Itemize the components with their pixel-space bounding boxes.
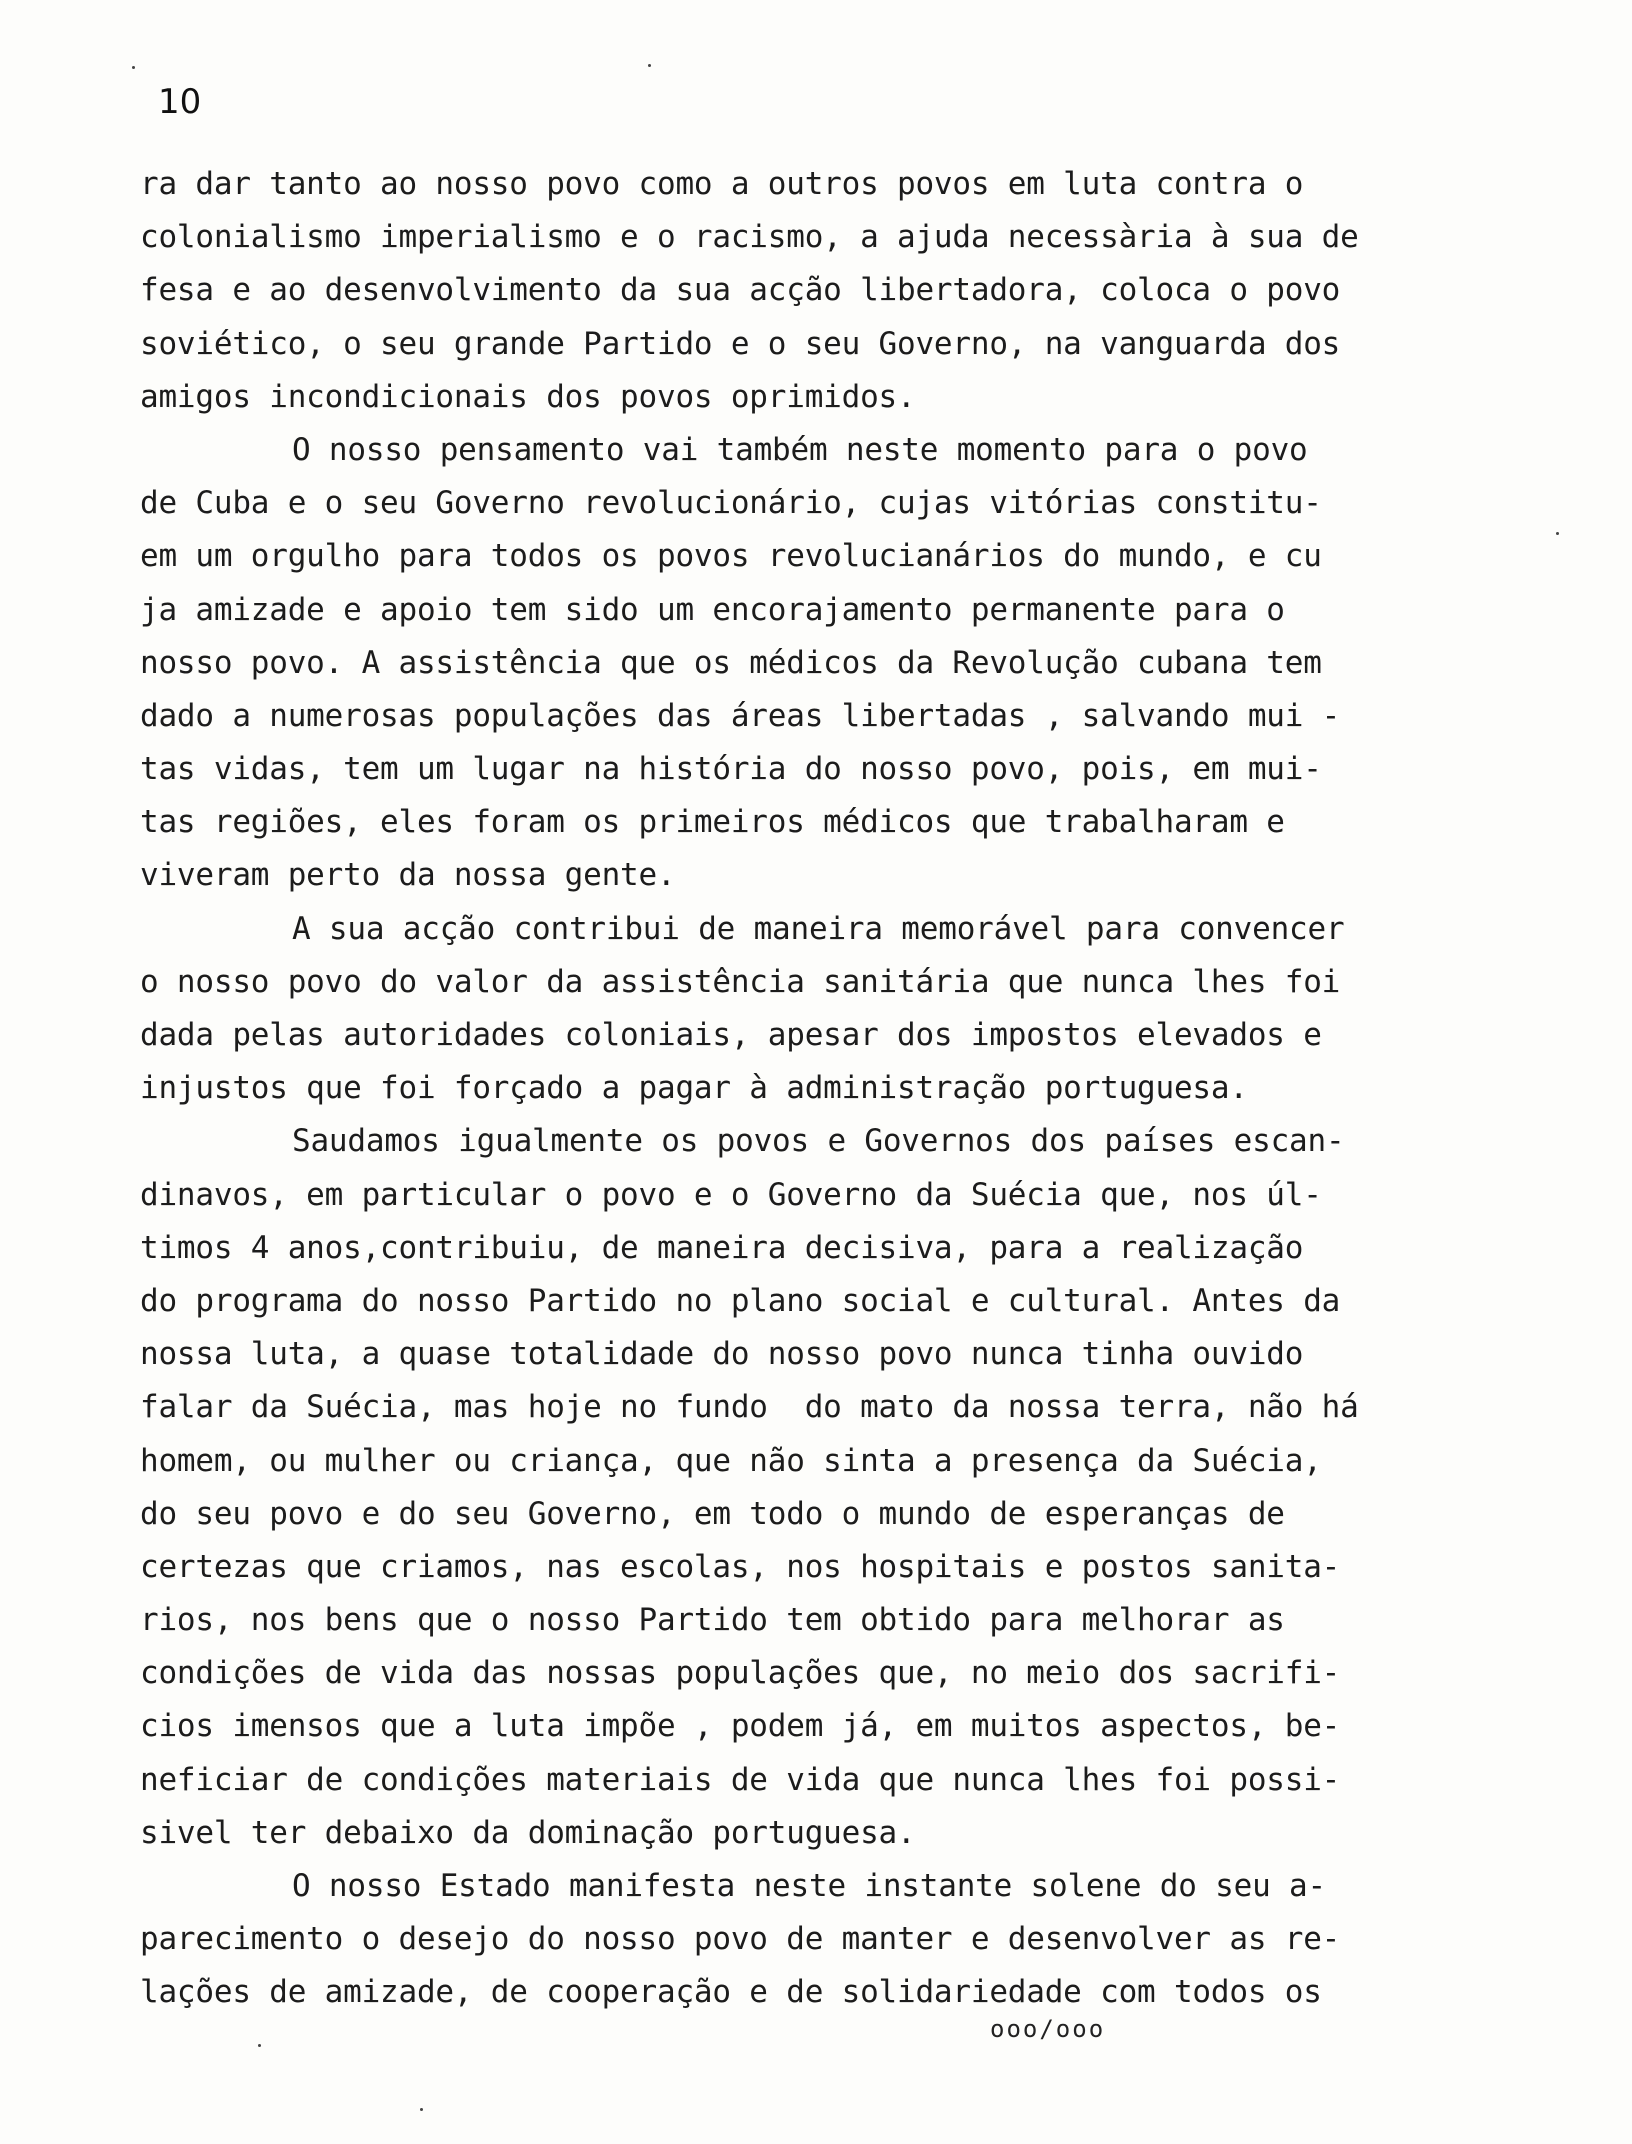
- text-line: o nosso povo do valor da assistência sanitária que nunca lhes foi: [140, 963, 1341, 1000]
- text-line: cios imensos que a luta impõe , podem já, em muitos aspectos, be-: [140, 1708, 1341, 1745]
- text-line: viveram perto da nossa gente.: [140, 857, 676, 894]
- scan-speck: [648, 64, 651, 67]
- text-line: O nosso pensamento vai também neste momento para o povo: [292, 431, 1308, 468]
- text-line: lações de amizade, de cooperação e de solidariedade com todos os: [140, 1974, 1322, 2011]
- scan-speck: [132, 66, 135, 69]
- text-line: colonialismo imperialismo e o racismo, a ajuda necessària à sua de: [140, 219, 1359, 256]
- text-line: tas vidas, tem um lugar na história do nosso povo, pois, em mui-: [140, 751, 1322, 788]
- text-line: de Cuba e o seu Governo revolucionário, cujas vitórias constitu-: [140, 485, 1322, 522]
- paragraph-1: [140, 158, 1440, 424]
- text-line: certezas que criamos, nas escolas, nos hospitais e postos sanita-: [140, 1548, 1341, 1585]
- text-line: ja amizade e apoio tem sido um encorajamento permanente para o: [140, 591, 1285, 628]
- text-line: tas regiões, eles foram os primeiros médicos que trabalharam e: [140, 804, 1285, 841]
- text-line: em um orgulho para todos os povos revolucianários do mundo, e cu: [140, 538, 1322, 575]
- paragraph-2: [140, 424, 1440, 903]
- text-line: soviético, o seu grande Partido e o seu Governo, na vanguarda dos: [140, 325, 1341, 362]
- text-line: ra dar tanto ao nosso povo como a outros povos em luta contra o: [140, 166, 1304, 202]
- scan-speck: [258, 2044, 261, 2047]
- text-line: parecimento o desejo do nosso povo de manter e desenvolver as re-: [140, 1921, 1341, 1958]
- scan-speck: [420, 2108, 423, 2111]
- scan-speck: [1556, 532, 1559, 535]
- text-line: Saudamos igualmente os povos e Governos dos países escan-: [292, 1123, 1345, 1160]
- text-line: rios, nos bens que o nosso Partido tem obtido para melhorar as: [140, 1602, 1285, 1639]
- text-line: injustos que foi forçado a pagar à administração portuguesa.: [140, 1070, 1248, 1107]
- text-line: falar da Suécia, mas hoje no fundo do mato da nossa terra, não há: [140, 1389, 1359, 1426]
- paragraph-4: [140, 1115, 1440, 1860]
- text-line: homem, ou mulher ou criança, que não sinta a presença da Suécia,: [140, 1442, 1322, 1479]
- text-line: nossa luta, a quase totalidade do nosso povo nunca tinha ouvido: [140, 1336, 1304, 1373]
- text-line: dada pelas autoridades coloniais, apesar dos impostos elevados e: [140, 1017, 1322, 1053]
- text-line: dinavos, em particular o povo e o Governo da Suécia que, nos úl-: [140, 1176, 1322, 1213]
- text-line: neficiar de condições materiais de vida que nunca lhes foi possi-: [140, 1761, 1341, 1798]
- paragraph-5: [140, 1860, 1440, 2020]
- text-line: sivel ter debaixo da dominação portuguesa.: [140, 1814, 916, 1851]
- body-text: [140, 158, 1440, 2020]
- text-line: amigos incondicionais dos povos oprimidos.: [140, 378, 916, 415]
- text-line: timos 4 anos,contribuiu, de maneira decisiva, para a realização: [140, 1229, 1304, 1266]
- paragraph-3: [140, 903, 1440, 1116]
- continuation-mark: ooo/ooo: [990, 2015, 1106, 2043]
- text-line: do seu povo e do seu Governo, em todo o mundo de esperanças de: [140, 1495, 1285, 1532]
- text-line: nosso povo. A assistência que os médicos da Revolução cubana tem: [140, 644, 1322, 681]
- text-line: condições de vida das nossas populações que, no meio dos sacrifi-: [140, 1655, 1341, 1692]
- text-line: fesa e ao desenvolvimento da sua acção libertadora, coloca o povo: [140, 272, 1341, 309]
- text-line: O nosso Estado manifesta neste instante solene do seu a-: [292, 1868, 1326, 1904]
- page-number: 10: [158, 82, 202, 122]
- text-line: do programa do nosso Partido no plano social e cultural. Antes da: [140, 1282, 1341, 1319]
- text-line: dado a numerosas populações das áreas libertadas , salvando mui -: [140, 697, 1341, 734]
- text-line: A sua acção contribui de maneira memorável para convencer: [292, 910, 1345, 947]
